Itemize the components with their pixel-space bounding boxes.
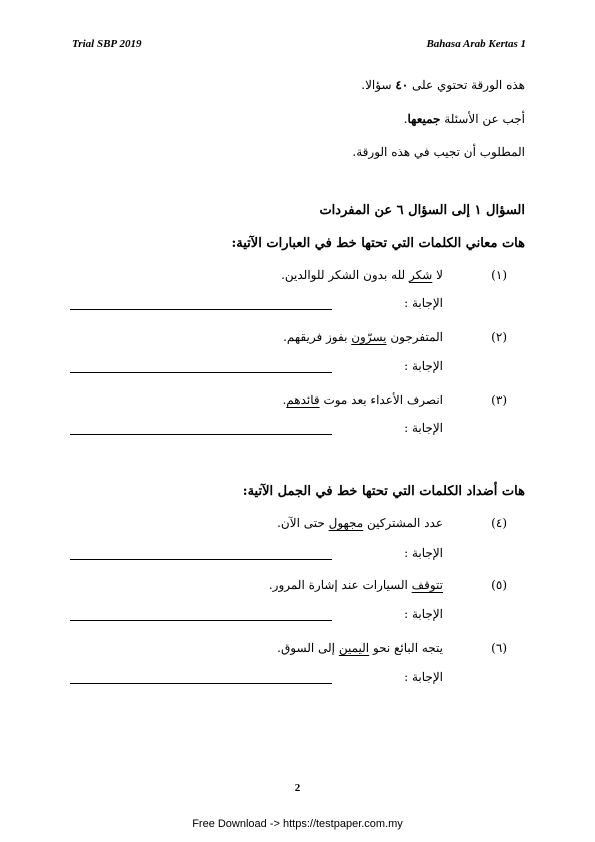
answer-label: الإجابة : — [404, 421, 443, 435]
question-number: (٥) — [491, 578, 507, 592]
answer-row-3 — [70, 421, 525, 441]
question-4 — [70, 516, 525, 536]
question-number: (٢) — [491, 330, 507, 344]
page-number: 2 — [294, 782, 301, 794]
underlined-word: تتوقف — [411, 578, 443, 592]
question-number: (١) — [491, 268, 507, 282]
question-count: ٤٠ — [395, 78, 409, 92]
answer-label: الإجابة : — [404, 670, 443, 684]
underlined-word: يسرّون — [351, 330, 387, 344]
instruction-1a: هذه الورقة تحتوي على — [412, 78, 525, 92]
instruction-line-3: المطلوب أن تجيب في هذه الورقة. — [352, 145, 525, 159]
answer-blank[interactable] — [70, 434, 332, 435]
question-text: تتوقف السيارات عند إشارة المرور. — [268, 578, 443, 592]
underlined-word: اليمين — [338, 641, 370, 655]
question-number: (٤) — [491, 516, 507, 530]
part-b-title: هات أضداد الكلمات التي تحتها خط في الجمل الآتية: — [242, 484, 525, 499]
instruction-2b: . — [403, 112, 408, 126]
footer-download-link[interactable]: Free Download -> https://testpaper.com.my — [192, 818, 403, 830]
question-1 — [70, 268, 525, 288]
question-number: (٦) — [491, 641, 507, 655]
underlined-word: قائدهم — [286, 393, 320, 407]
question-text: يتجه البائع نحو اليمين إلى السوق. — [277, 641, 443, 655]
question-6 — [70, 641, 525, 661]
header-left: Trial SBP 2019 — [72, 38, 142, 50]
answer-blank[interactable] — [70, 372, 332, 373]
answer-row-6 — [70, 670, 525, 690]
instruction-1b: سؤالا. — [361, 78, 392, 92]
part-a-title: هات معاني الكلمات التي تحتها خط في العبارات الآتية: — [231, 236, 525, 251]
answer-label: الإجابة : — [404, 359, 443, 373]
question-number: (٣) — [491, 393, 507, 407]
instruction-2-bold: جميعها — [407, 112, 441, 126]
question-2 — [70, 330, 525, 350]
instruction-line-2 — [404, 112, 525, 126]
answer-row-1 — [70, 296, 525, 316]
question-text: لا شكر لله بدون الشكر للوالدين. — [281, 268, 443, 282]
question-text: انصرف الأعداء بعد موت قائدهم. — [282, 393, 443, 407]
answer-row-4 — [70, 546, 525, 566]
section-title: السؤال ١ إلى السؤال ٦ عن المفردات — [319, 203, 525, 218]
underlined-word: مجهول — [328, 516, 364, 530]
question-3 — [70, 393, 525, 413]
answer-row-2 — [70, 359, 525, 379]
answer-blank[interactable] — [70, 683, 332, 684]
underlined-word: شكر — [409, 268, 433, 282]
answer-label: الإجابة : — [404, 546, 443, 560]
answer-blank[interactable] — [70, 309, 332, 310]
answer-label: الإجابة : — [404, 607, 443, 621]
header-right: Bahasa Arab Kertas 1 — [426, 38, 526, 50]
question-text: المتفرجون يسرّون بفوز فريقهم. — [283, 330, 443, 344]
answer-blank[interactable] — [70, 559, 332, 560]
question-text: عدد المشتركين مجهول حتى الآن. — [277, 516, 443, 530]
instruction-2a: أجب عن الأسئلة — [444, 112, 525, 126]
answer-row-5 — [70, 607, 525, 627]
answer-label: الإجابة : — [404, 296, 443, 310]
instruction-line-1 — [361, 78, 525, 92]
question-5 — [70, 578, 525, 598]
answer-blank[interactable] — [70, 620, 332, 621]
